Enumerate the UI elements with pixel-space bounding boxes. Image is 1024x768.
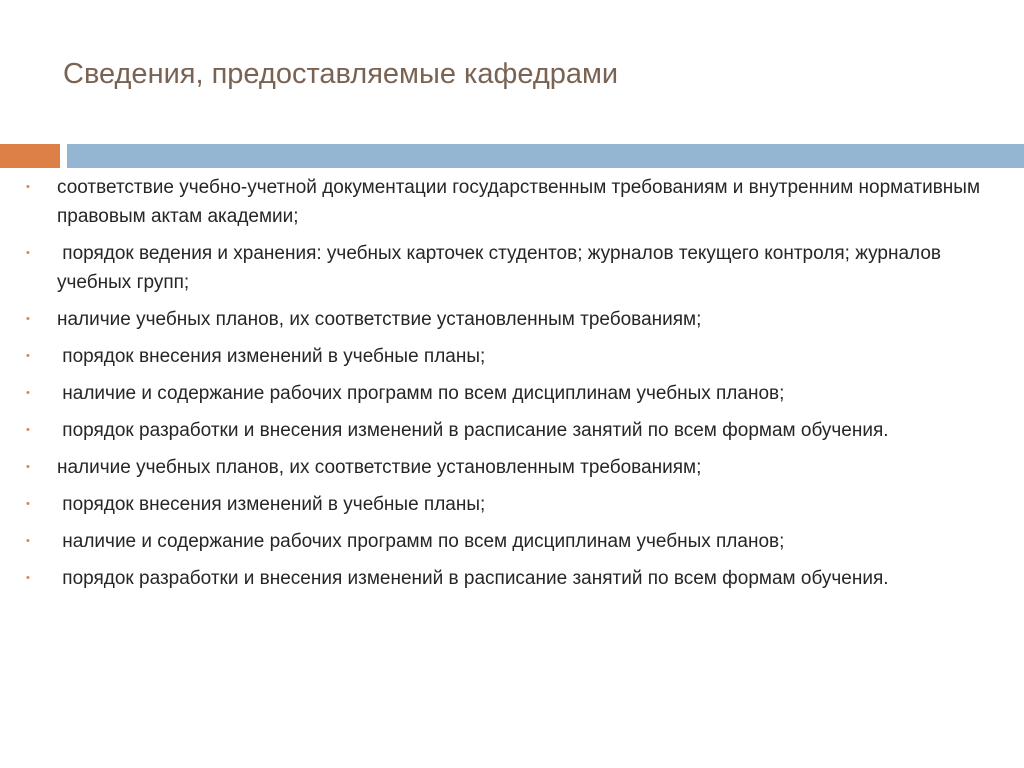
bullet-icon: • bbox=[26, 424, 30, 436]
list-item bbox=[26, 239, 1011, 297]
list-item-text: наличие учебных планов, их соответствие установленным требованиям; bbox=[57, 309, 702, 330]
list-item bbox=[26, 490, 1011, 519]
list-item bbox=[26, 527, 1011, 556]
accent-bar-orange bbox=[0, 144, 60, 168]
list-item-text: наличие учебных планов, их соответствие установленным требованиям; bbox=[57, 457, 702, 478]
bullet-list bbox=[26, 173, 1011, 601]
bullet-icon: • bbox=[26, 247, 30, 259]
list-item-text: порядок внесения изменений в учебные планы; bbox=[57, 346, 486, 367]
list-item-text: порядок разработки и внесения изменений в расписание занятий по всем формам обучения. bbox=[57, 420, 889, 441]
list-item-text: наличие и содержание рабочих программ по всем дисциплинам учебных планов; bbox=[57, 531, 785, 552]
list-item bbox=[26, 564, 1011, 593]
bullet-icon: • bbox=[26, 572, 30, 584]
bullet-icon: • bbox=[26, 498, 30, 510]
bullet-icon: • bbox=[26, 313, 30, 325]
list-item bbox=[26, 453, 1011, 482]
slide-title: Сведения, предоставляемые кафедрами bbox=[63, 58, 619, 90]
list-item-text: порядок разработки и внесения изменений в расписание занятий по всем формам обучения. bbox=[57, 568, 889, 589]
bullet-icon: • bbox=[26, 535, 30, 547]
bullet-icon: • bbox=[26, 461, 30, 473]
bullet-icon: • bbox=[26, 350, 30, 362]
list-item bbox=[26, 416, 1011, 445]
list-item bbox=[26, 342, 1011, 371]
list-item bbox=[26, 305, 1011, 334]
list-item-text: порядок внесения изменений в учебные планы; bbox=[57, 494, 486, 515]
accent-bar-blue bbox=[67, 144, 1024, 168]
list-item-text: соответствие учебно-учетной документации государственным требованиям и внутренним нормативным правовым актам академии; bbox=[57, 177, 986, 227]
bullet-icon: • bbox=[26, 181, 30, 193]
list-item bbox=[26, 379, 1011, 408]
list-item bbox=[26, 173, 1011, 231]
bullet-icon: • bbox=[26, 387, 30, 399]
list-item-text: порядок ведения и хранения: учебных карточек студентов; журналов текущего контроля; журналов учебных групп; bbox=[57, 243, 947, 293]
list-item-text: наличие и содержание рабочих программ по всем дисциплинам учебных планов; bbox=[57, 383, 785, 404]
